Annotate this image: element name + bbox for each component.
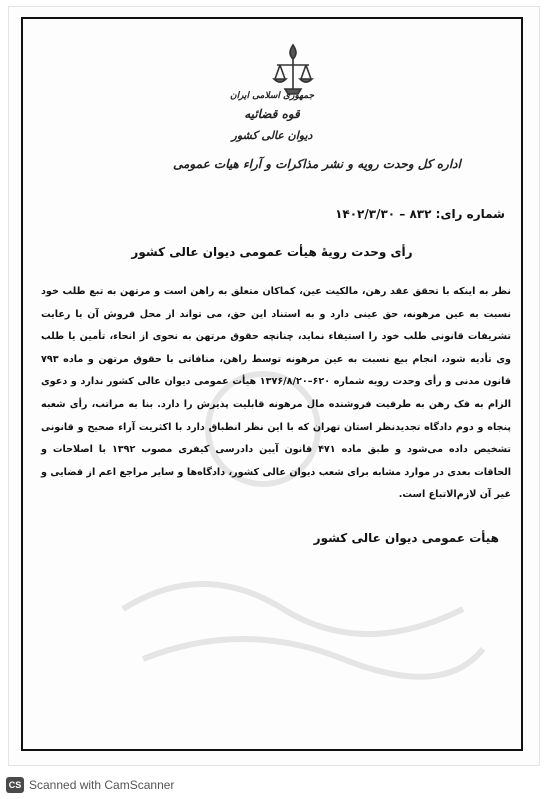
scanned-page [8,6,540,766]
page-border [21,17,523,751]
scanned-with-text: Scanned with CamScanner [29,778,175,792]
header-department: اداره کل وحدت رویه و نشر مذاکرات و آراء هیات عمومی [173,157,461,171]
vote-number: شماره رای: ۸۳۲ – ۱۴۰۲/۳/۳۰ [335,207,505,221]
scanner-footer [6,776,174,794]
header-country: جمهوری اسلامی ایران [229,91,315,101]
camscanner-logo-icon: CS [6,777,24,793]
document-title: رأی وحدت رویۀ هیأت عمومی دیوان عالی کشور [131,245,413,259]
signature-line: هیأت عمومی دیوان عالی کشور [313,531,499,545]
header-court: دیوان عالی کشور [231,129,313,142]
header-judiciary: قوه قضائیه [244,107,300,121]
ruling-body-paragraph: نظر به اینکه با تحقق عقد رهن، مالکیت عین، کماکان متعلق به راهن است و مرتهن به تبع طلب خود نسبت به عین مرهونه، حق عینی دارد و به استناد این حق، می تواند از محل فروش آن با رعایت تشریفات قانونی طلب خود را استیفاء نماید، چنانچه حقوق مرتهن به نحوی از انحاء، تأمین یا طلب وی تأدیه شود، انجام بیع نسبت به عین مرهونه توسط راهن، منافاتی با حقوق مرتهن و ماده ۷۹۳ قانون مدنی و رأی وحدت رویه شماره ۶۲۰–۱۳۷۶/۸/۲۰ هیأت عمومی دیوان عالی کشور ندارد و دعوی الزام به فک رهن به طرفیت فروشنده مال مرهونه قابلیت پذیرش را دارد. بنا به مراتب، رأی شعبه پنجاه و دوم دادگاه تجدیدنظر استان تهران که با این نظر انطباق دارد با اکثریت آراء صحیح و قانونی تشخیص داده می‌شود و طبق ماده ۴۷۱ قانون آیین دادرسی کیفری مصوب ۱۳۹۲ با اصلاحات و الحاقات بعدی در موارد مشابه برای شعب دیوان عالی کشور، دادگاه‌ها و سایر مراجع اعم از قضایی و غیر آن لازم‌الاتباع است. [41,286,511,501]
